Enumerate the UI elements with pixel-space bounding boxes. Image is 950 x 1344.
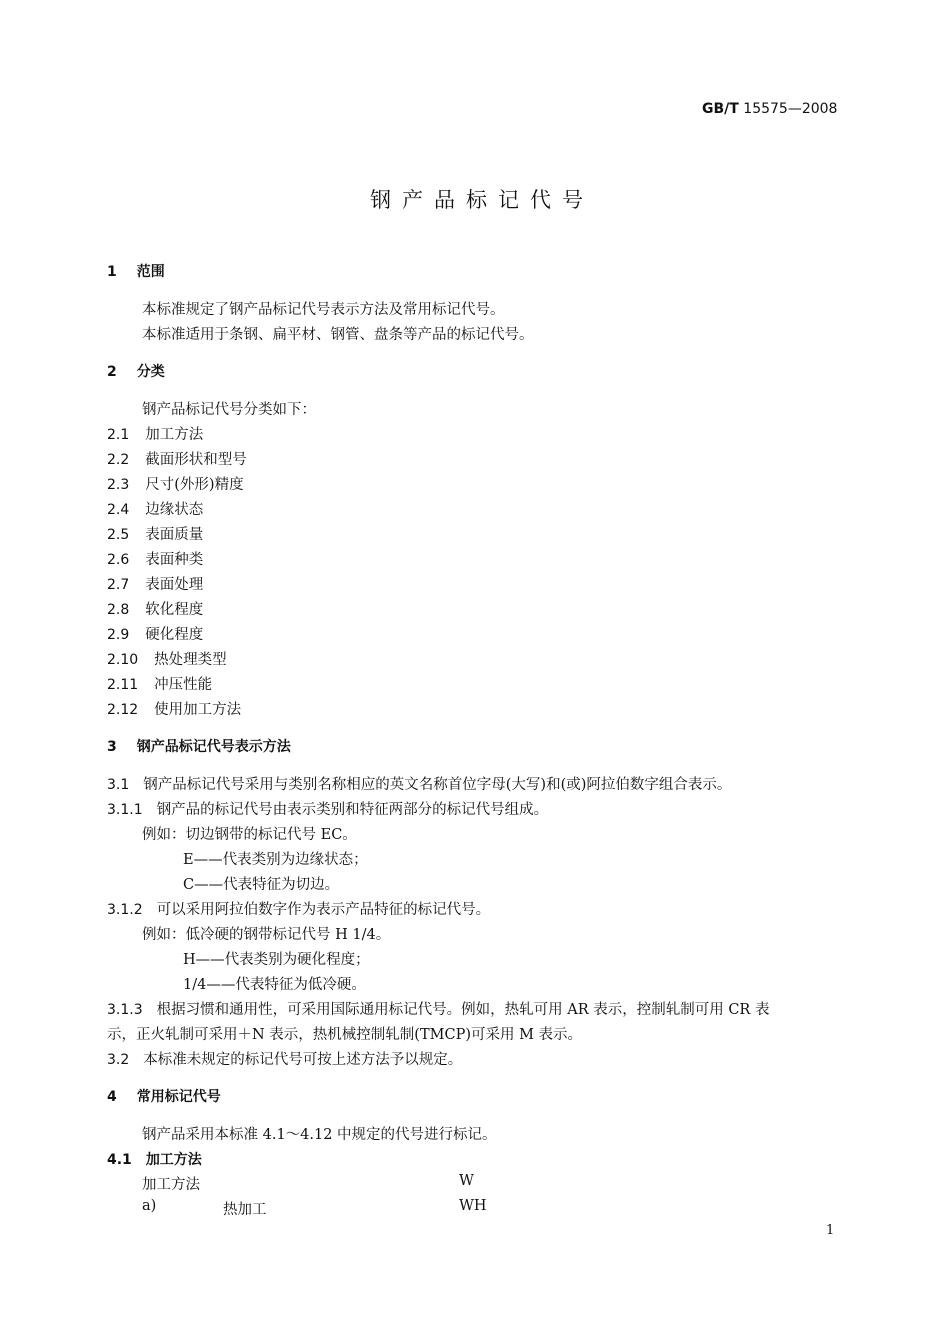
standard-code: [702, 101, 837, 117]
clause-3-1-3-line-1: 根据习惯和通用性，可采用国际通用标记代号。例如，热轧可用 AR 表示，控制轧制可用 CR 表: [156, 1002, 770, 1018]
table-label: 加工方法: [142, 1177, 200, 1193]
clause-3-1-3-line-2: 示，正火轧制可采用＋N 表示，热机械控制轧制(TMCP)可采用 M 表示。: [107, 1027, 583, 1043]
classification-list-item: 2.12 使用加工方法: [107, 702, 242, 718]
clause-3-2: 3.2 本标准未规定的标记代号可按上述方法予以规定。: [107, 1052, 463, 1068]
classification-list-item: 2.9 硬化程度: [107, 627, 204, 643]
standard-code-prefix: GB/T: [702, 101, 739, 117]
clause-3-1-2: 3.1.2 可以采用阿拉伯数字作为表示产品特征的标记代号。: [107, 902, 491, 918]
section-1-heading: [107, 261, 165, 281]
clause-3-1: 3.1 钢产品标记代号采用与类别名称相应的英文名称首位字母(大写)和(或)阿拉伯数字组合表示。: [107, 777, 732, 793]
section-3-title: 钢产品标记代号表示方法: [136, 739, 291, 755]
standard-code-number: 15575—2008: [743, 101, 838, 117]
clause-3-1-1-example-c: C——代表特征为切边。: [183, 877, 340, 893]
section-1-paragraph-1: 本标准规定了钢产品标记代号表示方法及常用标记代号。: [142, 302, 505, 318]
classification-list-item: 2.4 边缘状态: [107, 502, 204, 518]
clause-4-1-heading: [107, 1149, 202, 1169]
clause-4-1-title: 加工方法: [145, 1152, 202, 1168]
clause-3-1-1: 3.1.1 钢产品的标记代号由表示类别和特征两部分的标记代号组成。: [107, 802, 549, 818]
table-item-marker: a): [142, 1198, 157, 1214]
clause-3-1-3: 3.1.3 根据习惯和通用性，可采用国际通用标记代号。例如，热轧可用 AR 表示，控制轧制可用 CR 表: [107, 1002, 770, 1018]
classification-list-item: 2.11 冲压性能: [107, 677, 213, 693]
clause-3-1-1-example: 例如：切边钢带的标记代号 EC。: [142, 827, 357, 843]
section-1-paragraph-2: 本标准适用于条钢、扁平材、钢管、盘条等产品的标记代号。: [142, 327, 534, 343]
classification-list-item: 2.2 截面形状和型号: [107, 452, 247, 468]
section-4-intro: 钢产品采用本标准 4.1～4.12 中规定的代号进行标记。: [142, 1127, 497, 1143]
section-4-heading: [107, 1086, 221, 1106]
clause-3-1-2-example-h: H——代表类别为硬化程度；: [183, 952, 370, 968]
section-2-intro: 钢产品标记代号分类如下：: [142, 402, 316, 418]
section-2-number: 2: [107, 364, 117, 380]
clause-3-1-2-example-quarter: 1/4——代表特征为低冷硬。: [183, 977, 366, 993]
table-code: W: [459, 1173, 474, 1189]
classification-list-item: 2.3 尺寸(外形)精度: [107, 477, 244, 493]
classification-list-item: 2.5 表面质量: [107, 527, 204, 543]
clause-4-1-number: 4.1: [107, 1152, 132, 1168]
clause-3-1-2-example: 例如：低冷硬的钢带标记代号 H 1/4。: [142, 927, 391, 943]
classification-list-item: 2.7 表面处理: [107, 577, 204, 593]
classification-list-item: 2.1 加工方法: [107, 427, 204, 443]
classification-list-item: 2.8 软化程度: [107, 602, 204, 618]
page-number: 1: [826, 1223, 835, 1238]
section-1-title: 范围: [136, 264, 165, 280]
classification-list-item: 2.6 表面种类: [107, 552, 204, 568]
table-code: WH: [459, 1198, 487, 1214]
section-2-heading: [107, 361, 165, 381]
section-2-title: 分类: [136, 364, 165, 380]
classification-list-item: 2.10 热处理类型: [107, 652, 227, 668]
clause-3-1-1-example-e: E——代表类别为边缘状态；: [183, 852, 368, 868]
section-1-number: 1: [107, 264, 117, 280]
section-4-number: 4: [107, 1089, 117, 1105]
section-4-title: 常用标记代号: [136, 1089, 221, 1105]
section-3-number: 3: [107, 739, 117, 755]
section-3-heading: [107, 736, 291, 756]
document-title: 钢产品标记代号: [370, 188, 594, 212]
table-label: 热加工: [223, 1202, 267, 1218]
